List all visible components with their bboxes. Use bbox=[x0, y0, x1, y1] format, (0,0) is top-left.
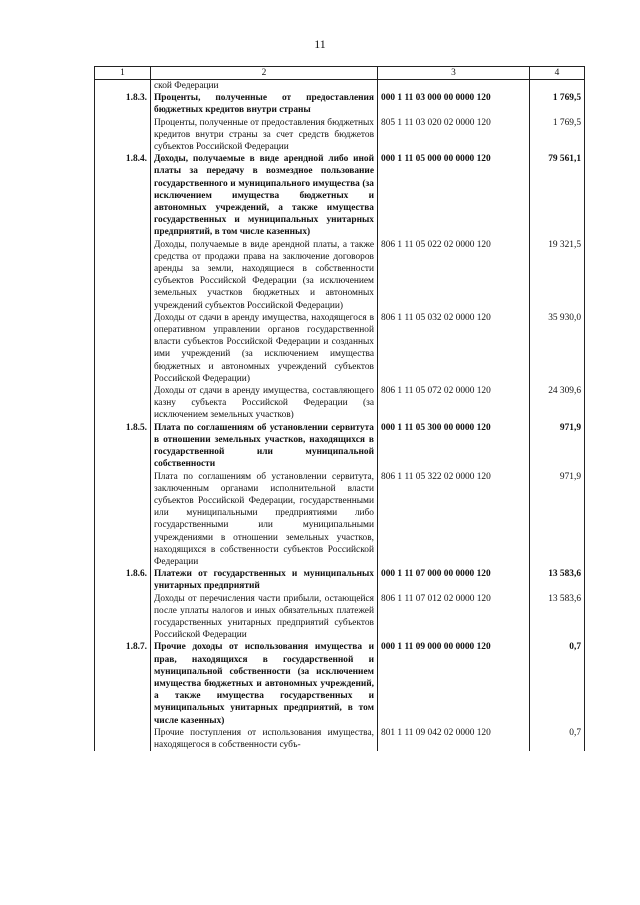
row-budget-code: 000 1 11 05 300 00 0000 120 bbox=[378, 422, 530, 471]
row-description: Проценты, полученные от предоставления бюджетных кредитов внутри страны за счет средств бюджетов субъектов Российской Федерации bbox=[151, 117, 378, 154]
row-amount: 971,9 bbox=[530, 422, 585, 471]
row-amount: 79 561,1 bbox=[530, 153, 585, 238]
row-budget-code: 806 1 11 05 322 02 0000 120 bbox=[378, 471, 530, 569]
table-row bbox=[95, 80, 585, 93]
row-description: Плата по соглашениям об установлении сервитута в отношении земельных участков, находящихся в государственной или муниципальной собственности bbox=[151, 422, 378, 471]
header-col-4: 4 bbox=[530, 67, 585, 80]
table-row bbox=[95, 422, 585, 471]
row-description: Доходы, получаемые в виде арендной либо иной платы за передачу в возмездное пользование государственного и муниципального имущества (за исключением имущества бюджетных и автономных учреждений, а также имущества государственных и муниципальных унитарных предприятий, в том числе казенных) bbox=[151, 153, 378, 238]
row-budget-code: 000 1 11 07 000 00 0000 120 bbox=[378, 568, 530, 592]
row-budget-code: 806 1 11 05 032 02 0000 120 bbox=[378, 312, 530, 385]
row-number bbox=[95, 117, 151, 154]
row-description: Доходы от перечисления части прибыли, остающейся после уплаты налогов и иных обязательных платежей государственных унитарных предприятий субъектов Российской Федерации bbox=[151, 593, 378, 642]
row-budget-code: 000 1 11 09 000 00 0000 120 bbox=[378, 641, 530, 726]
row-amount: 35 930,0 bbox=[530, 312, 585, 385]
row-number: 1.8.7. bbox=[95, 641, 151, 726]
row-amount: 1 769,5 bbox=[530, 92, 585, 116]
row-description: ской Федерации bbox=[151, 80, 378, 93]
row-description: Доходы от сдачи в аренду имущества, составляющего казну субъекта Российской Федерации (за исключением земельных участков) bbox=[151, 385, 378, 422]
table-row bbox=[95, 727, 585, 751]
table-row bbox=[95, 312, 585, 385]
row-description: Прочие доходы от использования имущества и прав, находящихся в государственной и муниципальной собственности (за исключением имущества бюджетных и автономных учреждений, а также имущества государственных и муниципальных унитарных предприятий, в том числе казенных) bbox=[151, 641, 378, 726]
row-amount: 0,7 bbox=[530, 641, 585, 726]
row-number bbox=[95, 312, 151, 385]
row-description: Проценты, полученные от предоставления бюджетных кредитов внутри страны bbox=[151, 92, 378, 116]
table-header-row bbox=[95, 67, 585, 80]
row-amount: 1 769,5 bbox=[530, 117, 585, 154]
row-budget-code: 801 1 11 09 042 02 0000 120 bbox=[378, 727, 530, 751]
row-description: Доходы от сдачи в аренду имущества, находящегося в оперативном управлении органов государственной власти субъектов Российской Федерации и созданных ими учреждений (за исключением имущества бюджетных и автономных учреждений субъектов Российской Федерации) bbox=[151, 312, 378, 385]
row-amount: 971,9 bbox=[530, 471, 585, 569]
page-number: 11 bbox=[314, 37, 326, 51]
row-amount: 19 321,5 bbox=[530, 239, 585, 312]
table-row bbox=[95, 471, 585, 569]
row-amount: 24 309,6 bbox=[530, 385, 585, 422]
row-number bbox=[95, 239, 151, 312]
row-budget-code: 000 1 11 05 000 00 0000 120 bbox=[378, 153, 530, 238]
row-amount: 0,7 bbox=[530, 727, 585, 751]
table-row bbox=[95, 568, 585, 592]
row-description: Доходы, получаемые в виде арендной платы, а также средства от продажи права на заключение договоров аренды за земли, находящиеся в собственности субъектов Российской Федерации (за исключением земельных участков бюджетных и автономных учреждений субъектов Российской Федерации) bbox=[151, 239, 378, 312]
header-col-3: 3 bbox=[378, 67, 530, 80]
row-number bbox=[95, 593, 151, 642]
row-amount: 13 583,6 bbox=[530, 593, 585, 642]
table-row bbox=[95, 239, 585, 312]
row-description: Плата по соглашениям об установлении сервитута, заключенным органами исполнительной власти субъектов Российской Федерации, государственными или муниципальными предприятиями либо государственными или муниципальными учреждениями в отношении земельных участков, находящихся в собственности субъектов Российской Федерации bbox=[151, 471, 378, 569]
row-number bbox=[95, 80, 151, 93]
row-number: 1.8.5. bbox=[95, 422, 151, 471]
row-budget-code: 806 1 11 07 012 02 0000 120 bbox=[378, 593, 530, 642]
table-row bbox=[95, 593, 585, 642]
table-row bbox=[95, 641, 585, 726]
row-budget-code: 000 1 11 03 000 00 0000 120 bbox=[378, 92, 530, 116]
table-row bbox=[95, 385, 585, 422]
row-description: Платежи от государственных и муниципальных унитарных предприятий bbox=[151, 568, 378, 592]
row-description: Прочие поступления от использования имущества, находящегося в собственности субъ- bbox=[151, 727, 378, 751]
table-row bbox=[95, 117, 585, 154]
header-col-1: 1 bbox=[95, 67, 151, 80]
row-amount bbox=[530, 80, 585, 93]
row-number: 1.8.3. bbox=[95, 92, 151, 116]
row-budget-code: 806 1 11 05 072 02 0000 120 bbox=[378, 385, 530, 422]
row-number: 1.8.4. bbox=[95, 153, 151, 238]
budget-revenue-table bbox=[94, 66, 585, 751]
row-budget-code: 805 1 11 03 020 02 0000 120 bbox=[378, 117, 530, 154]
header-col-2: 2 bbox=[151, 67, 378, 80]
table-row bbox=[95, 153, 585, 238]
row-number: 1.8.6. bbox=[95, 568, 151, 592]
row-number bbox=[95, 727, 151, 751]
row-amount: 13 583,6 bbox=[530, 568, 585, 592]
table-row bbox=[95, 92, 585, 116]
row-number bbox=[95, 385, 151, 422]
row-budget-code: 806 1 11 05 022 02 0000 120 bbox=[378, 239, 530, 312]
row-budget-code bbox=[378, 80, 530, 93]
row-number bbox=[95, 471, 151, 569]
